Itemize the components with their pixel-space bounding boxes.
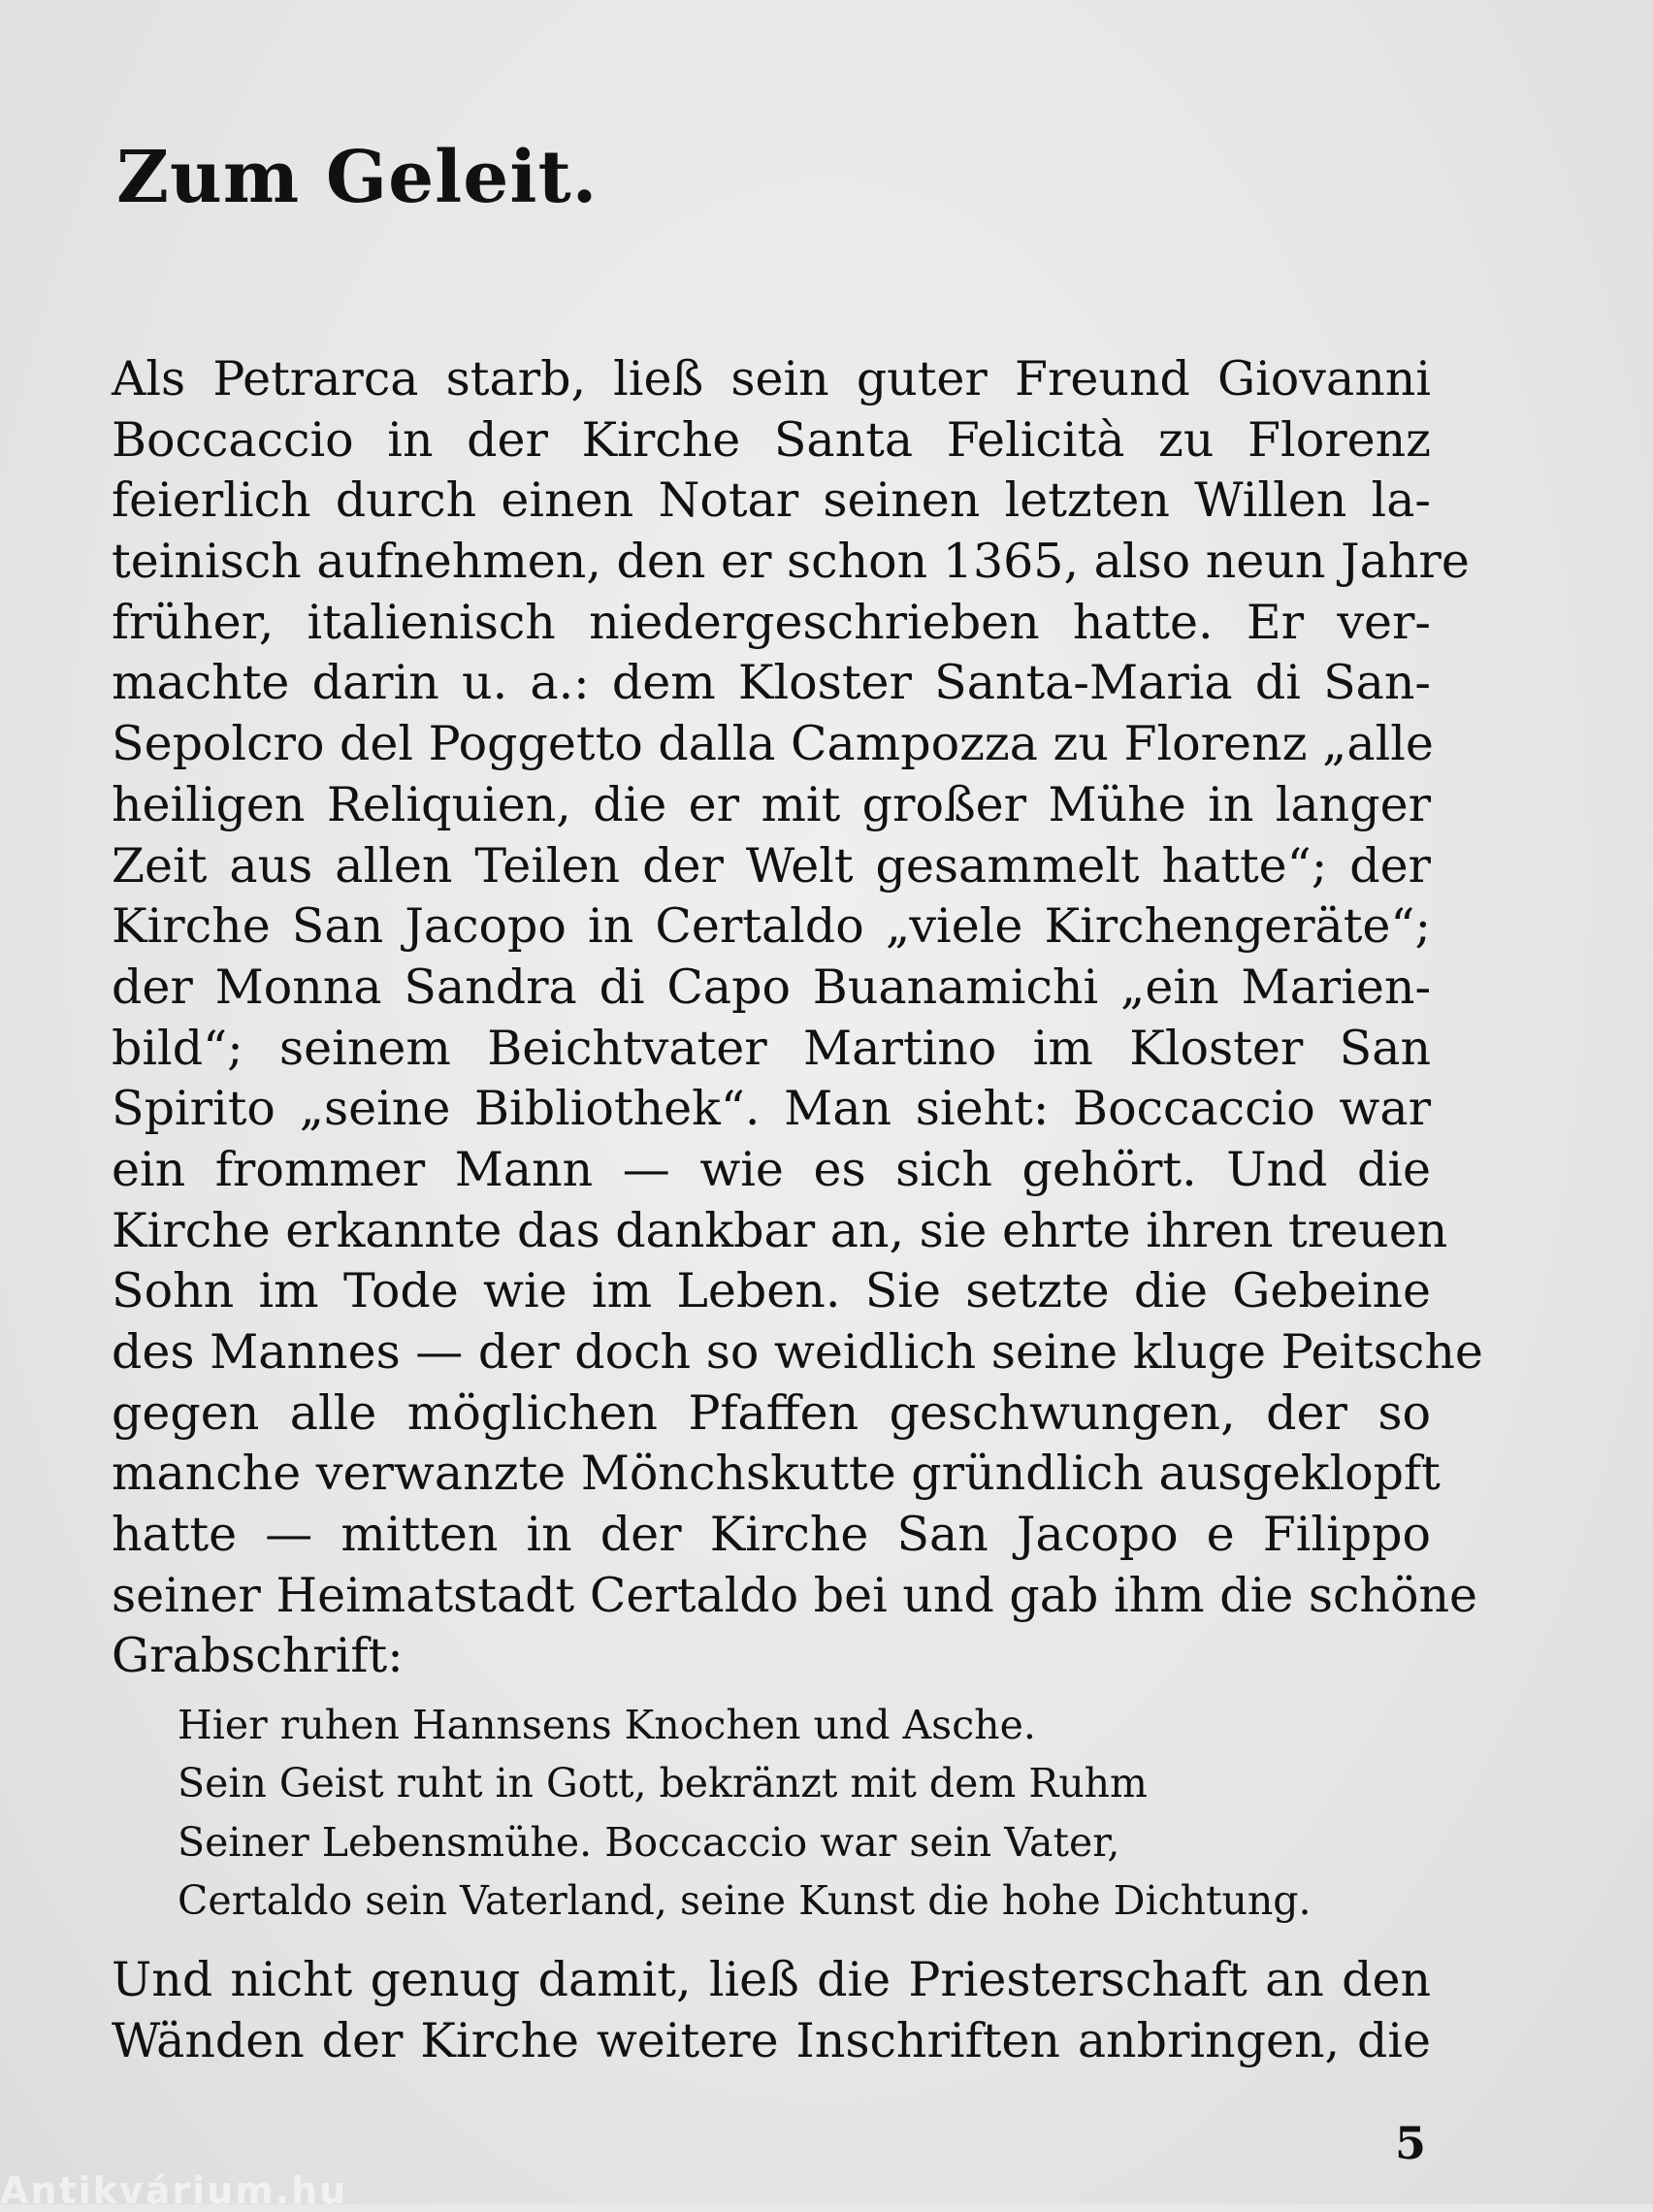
text-line: feierlich durch einen Notar seinen letzten Willen la- [112, 472, 1431, 529]
text-line: gegen alle möglichen Pfaffen geschwungen, der so [112, 1384, 1431, 1441]
text-line: heiligen Reliquien, die er mit großer Mühe in langer [112, 776, 1431, 832]
verse-line: Seiner Lebensmühe. Boccaccio war sein Vater, [178, 1818, 1120, 1866]
text-line: teinisch aufnehmen, den er schon 1365, also neun Jahre [112, 534, 1470, 590]
text-line: Und nicht genug damit, ließ die Priesterschaft an den [112, 1952, 1431, 2007]
page-number: 5 [1395, 2117, 1427, 2169]
text-line: Als Petrarca starb, ließ sein guter Freund Giovanni [112, 351, 1431, 407]
paragraph-2 [112, 1950, 1431, 2071]
text-line: Sohn im Tode wie im Leben. Sie setzte die Gebeine [112, 1263, 1431, 1319]
text-line: Kirche San Jacopo in Certaldo „viele Kirchengeräte“; [112, 898, 1431, 955]
verse-line: Certaldo sein Vaterland, seine Kunst die hohe Dichtung. [178, 1876, 1312, 1924]
text-line: Spirito „seine Bibliothek“. Man sieht: Boccaccio war [112, 1081, 1431, 1137]
text-line: ein frommer Mann — wie es sich gehört. Und die [112, 1141, 1431, 1197]
text-line: seiner Heimatstadt Certaldo bei und gab ihm die schöne [112, 1567, 1478, 1623]
text-line: Zeit aus allen Teilen der Welt gesammelt hatte“; der [112, 837, 1431, 894]
text-line: früher, italienisch niedergeschrieben hatte. Er ver- [112, 594, 1431, 650]
watermark: Antikvárium.hu [0, 2169, 348, 2212]
text-line: der Monna Sandra di Capo Buanamichi „ein Marien- [112, 959, 1431, 1015]
verse-line: Sein Geist ruht in Gott, bekränzt mit dem Ruhm [178, 1760, 1148, 1807]
chapter-title: Zum Geleit. [116, 136, 599, 219]
text-line: manche verwanzte Mönchskutte gründlich ausgeklopft [112, 1446, 1441, 1502]
text-line: Boccaccio in der Kirche Santa Felicità zu Florenz [112, 411, 1431, 468]
verse-line: Hier ruhen Hannsens Knochen und Asche. [178, 1702, 1036, 1748]
text-line: des Mannes — der doch so weidlich seine kluge Peitsche [112, 1324, 1483, 1380]
text-line: hatte — mitten in der Kirche San Jacopo e Filippo [112, 1507, 1431, 1563]
text-line: Kirche erkannte das dankbar an, sie ehrte ihren treuen [112, 1202, 1448, 1258]
text-line: Wänden der Kirche weitere Inschriften anbringen, die [112, 2012, 1431, 2068]
text-line: Sepolcro del Poggetto dalla Campozza zu Florenz „alle [112, 716, 1434, 772]
text-line: machte darin u. a.: dem Kloster Santa-Maria di San- [112, 655, 1431, 711]
text-line: bild“; seinem Beichtvater Martino im Kloster San [112, 1020, 1431, 1076]
paragraph-1 [112, 349, 1483, 1687]
epitaph-verse [178, 1696, 1380, 1930]
text-line: Grabschrift: [112, 1628, 404, 1684]
